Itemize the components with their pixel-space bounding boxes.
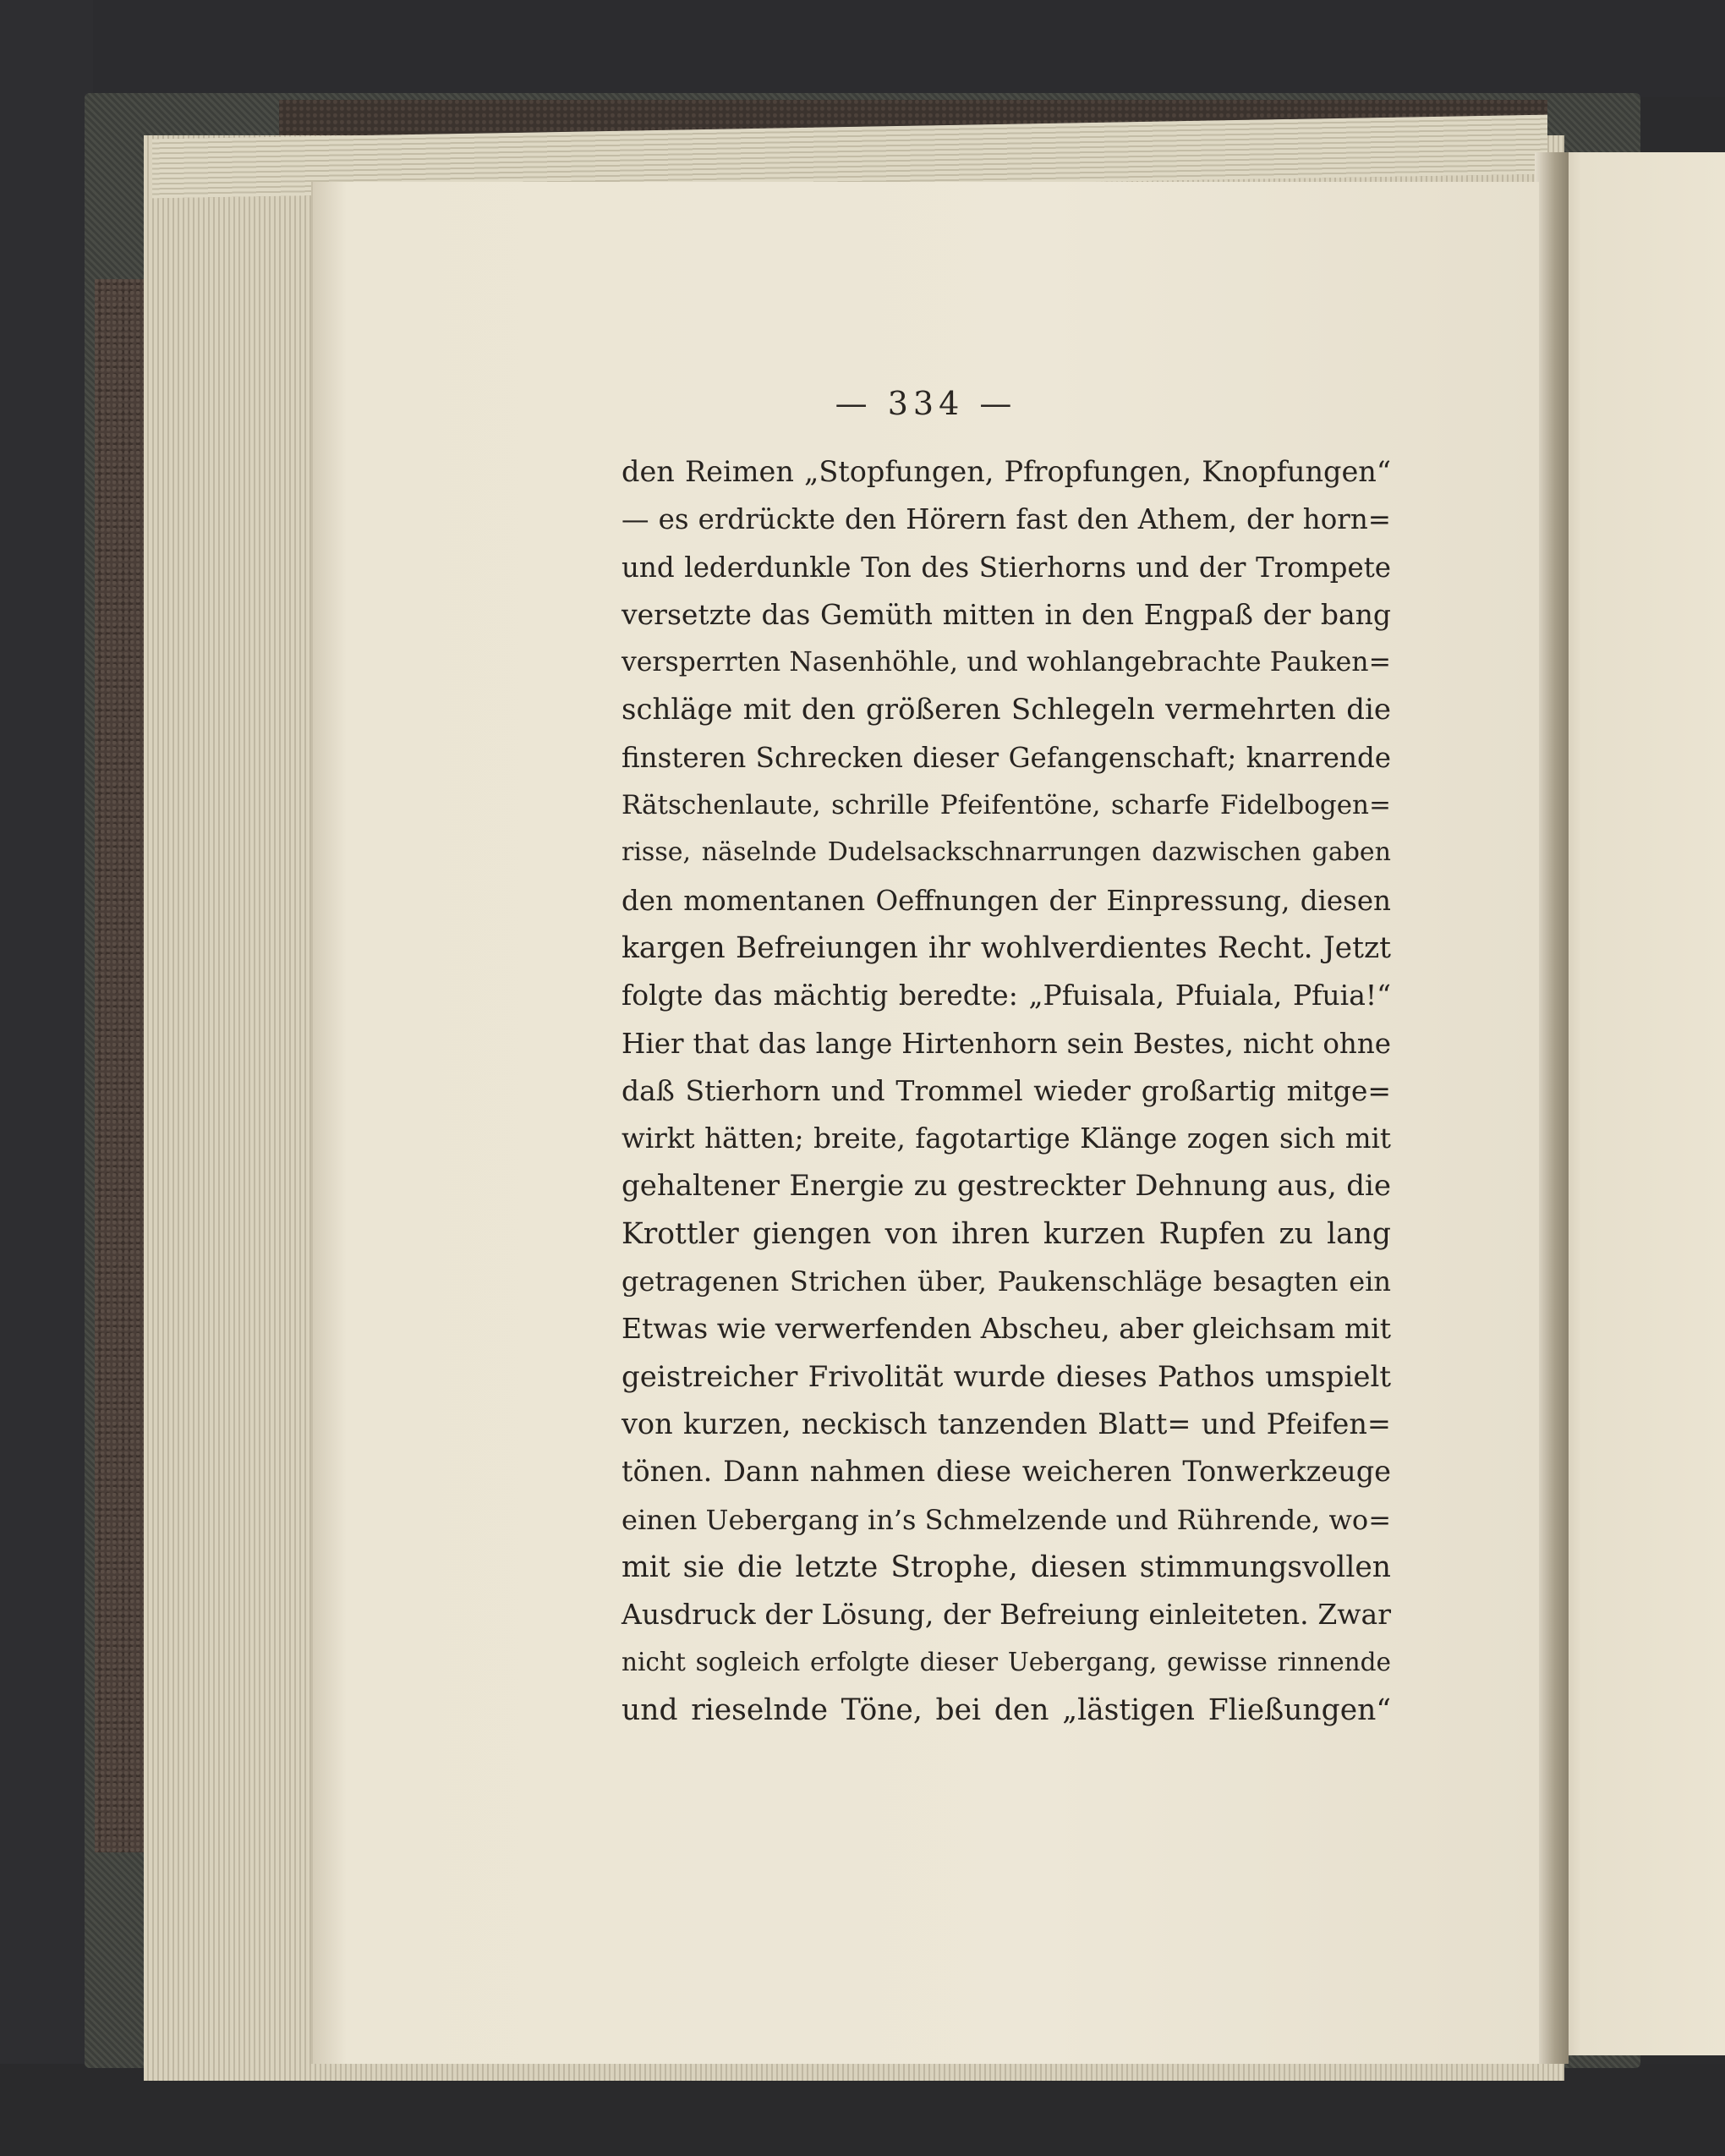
text-line: einen Uebergang in’s Schmelzende und Rührende, wo= [622, 1503, 1391, 1536]
text-line: mit sie die letzte Strophe, diesen stimmungsvollen [622, 1550, 1391, 1584]
text-line: versetzte das Gemüth mitten in den Engpaß der bang [622, 597, 1391, 631]
text-line: von kurzen, neckisch tanzenden Blatt= und Pfeifen= [622, 1407, 1391, 1440]
text-line: und lederdunkle Ton des Stierhorns und der Trompete [622, 551, 1391, 584]
body-text [622, 448, 1391, 1734]
text-line: Rätschenlaute, schrille Pfeifentöne, scharfe Fidelbogen= [622, 790, 1391, 821]
text-line: Etwas wie verwerfenden Abscheu, aber gleichsam mit [622, 1312, 1391, 1346]
text-line: den momentanen Oeffnungen der Einpressung, diesen [622, 884, 1391, 917]
text-line: Krottler giengen von ihren kurzen Rupfen zu lang [622, 1216, 1391, 1251]
book-gutter [1535, 152, 1569, 2064]
text-line: wirkt hätten; breite, fagotartige Klänge zogen sich mit [622, 1122, 1391, 1155]
text-line: risse, näselnde Dudelsackschnarrungen dazwischen gaben [622, 837, 1391, 868]
text-line: Hier that das lange Hirtenhorn sein Bestes, nicht ohne [622, 1027, 1391, 1060]
text-line: nicht sogleich erfolgte dieser Uebergang, gewisse rinnende [622, 1648, 1391, 1677]
text-line: — es erdrückte den Hörern fast den Athem, der horn= [622, 503, 1391, 536]
text-line: den Reimen „Stopfungen, Pfropfungen, Knopfungen“ [622, 455, 1391, 488]
text-line: daß Stierhorn und Trommel wieder großartig mitge= [622, 1073, 1391, 1107]
text-line: kargen Befreiungen ihr wohlverdientes Recht. Jetzt [622, 930, 1391, 965]
facing-page [1556, 152, 1725, 2055]
scan-background-top [0, 0, 1725, 97]
text-line: getragenen Strichen über, Paukenschläge besagten ein [622, 1265, 1391, 1298]
text-line: und rieselnde Töne, bei den „lästigen Fließungen“ [622, 1692, 1391, 1727]
text-line: Ausdruck der Lösung, der Befreiung einleiteten. Zwar [622, 1598, 1391, 1632]
text-line: folgte das mächtig beredte: „Pfuisala, Pfuiala, Pfuia!“ [622, 979, 1391, 1012]
text-line: schläge mit den größeren Schlegeln vermehrten die [622, 693, 1391, 727]
scan-background-left [0, 0, 93, 2156]
text-line: versperrten Nasenhöhle, und wohlangebrachte Pauken= [622, 647, 1391, 678]
text-line: geistreicher Frivolität wurde dieses Pathos umspielt [622, 1359, 1391, 1394]
text-line: finsteren Schrecken dieser Gefangenschaft; knarrende [622, 741, 1391, 774]
page-number: — 334 — [835, 385, 1017, 422]
text-line: gehaltener Energie zu gestreckter Dehnung aus, die [622, 1169, 1391, 1204]
text-line: tönen. Dann nahmen diese weicheren Tonwerkzeuge [622, 1455, 1391, 1489]
